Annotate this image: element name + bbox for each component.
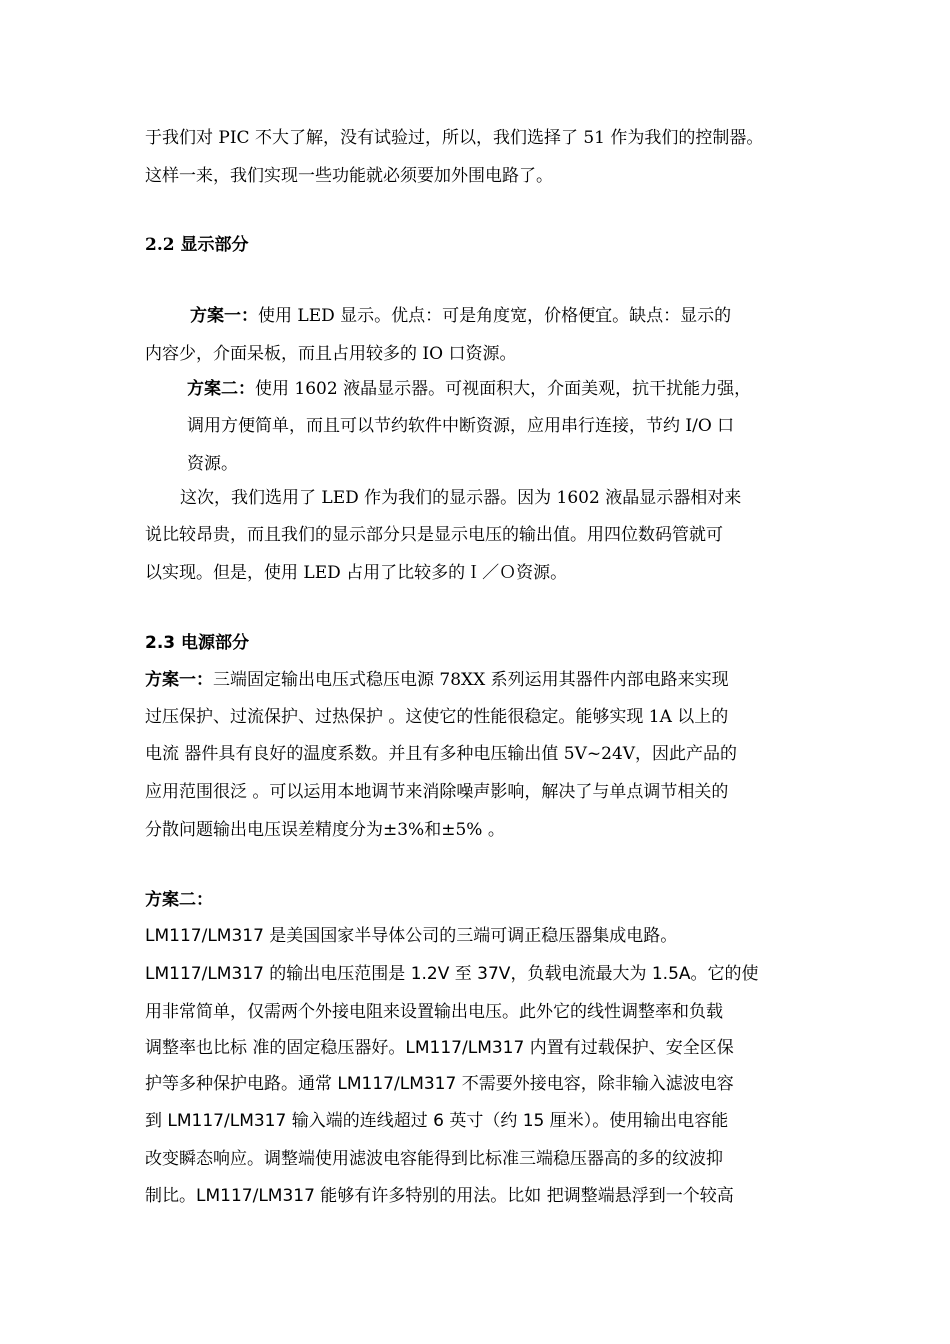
power-option2-line: 护等多种保护电路。通常 LM117/LM317 不需要外接电容，除非输入滤波电容 <box>145 1074 734 1094</box>
section-heading-power: 2.3 电源部分 <box>145 633 250 653</box>
display-choice-line: 以实现。但是，使用 LED 占用了比较多的Ｉ／Ｏ资源。 <box>145 563 568 583</box>
power-option1-line: 分散问题输出电压误差精度分为±3%和±5% 。 <box>145 820 505 840</box>
power-option2-line: 到 LM117/LM317 输入端的连线超过 6 英寸（约 15 厘米）。使用输出电容能 <box>145 1111 729 1131</box>
power-option1-line: 应用范围很泛 。可以运用本地调节来消除噪声影响，解决了与单点调节相关的 <box>145 782 729 802</box>
display-option2-line: 资源。 <box>187 454 238 474</box>
power-option2-label: 方案二： <box>145 890 213 910</box>
power-option2-line: 用非常简单，仅需两个外接电阻来设置输出电压。此外它的线性调整率和负载 <box>145 1002 723 1022</box>
display-option2-line: 调用方便简单，而且可以节约软件中断资源，应用串行连接，节约 I/O 口 <box>187 416 735 436</box>
power-option2-line: 调整率也比标 准的固定稳压器好。LM117/LM317 内置有过载保护、安全区保 <box>145 1038 734 1058</box>
power-option2-line: LM117/LM317 是美国国家半导体公司的三端可调正稳压器集成电路。 <box>145 926 678 946</box>
option-text: 三端固定输出电压式稳压电源 78XX 系列运用其器件内部电路来实现 <box>213 670 729 690</box>
option-text: 使用 1602 液晶显示器。可视面积大，介面美观，抗干扰能力强， <box>255 379 752 399</box>
power-option1-line <box>145 668 729 692</box>
paragraph-line: 于我们对 PIC 不大了解，没有试验过，所以，我们选择了 51 作为我们的控制器。 <box>145 128 764 148</box>
option-label: 方案一： <box>145 670 213 690</box>
power-option2-line: 制比。LM117/LM317 能够有许多特别的用法。比如 把调整端悬浮到一个较高 <box>145 1186 734 1206</box>
display-option2-line <box>187 377 751 401</box>
option-text: 使用 LED 显示。优点：可是角度宽，价格便宜。缺点：显示的 <box>258 306 732 326</box>
display-choice-line: 这次，我们选用了 LED 作为我们的显示器。因为 1602 液晶显示器相对来 <box>180 488 742 508</box>
display-option1-line: 内容少，介面呆板，而且占用较多的 IO 口资源。 <box>145 344 517 364</box>
option-label: 方案一： <box>190 306 258 326</box>
display-choice-line: 说比较昂贵，而且我们的显示部分只是显示电压的输出值。用四位数码管就可 <box>145 525 723 545</box>
power-option2-line: LM117/LM317 的输出电压范围是 1.2V 至 37V，负载电流最大为 1.5A。它的使 <box>145 964 759 984</box>
power-option2-line: 改变瞬态响应。调整端使用滤波电容能得到比标准三端稳压器高的多的纹波抑 <box>145 1149 723 1169</box>
section-heading-display: 2.2 显示部分 <box>145 235 249 255</box>
option-label: 方案二： <box>187 379 255 399</box>
power-option1-line: 过压保护、过流保护、过热保护 。这使它的性能很稳定。能够实现 1A 以上的 <box>145 707 729 727</box>
paragraph-line: 这样一来，我们实现一些功能就必须要加外围电路了。 <box>145 166 553 186</box>
display-option1-line <box>190 304 731 328</box>
power-option1-line: 电流 器件具有良好的温度系数。并且有多种电压输出值 5V~24V，因此产品的 <box>145 744 738 764</box>
